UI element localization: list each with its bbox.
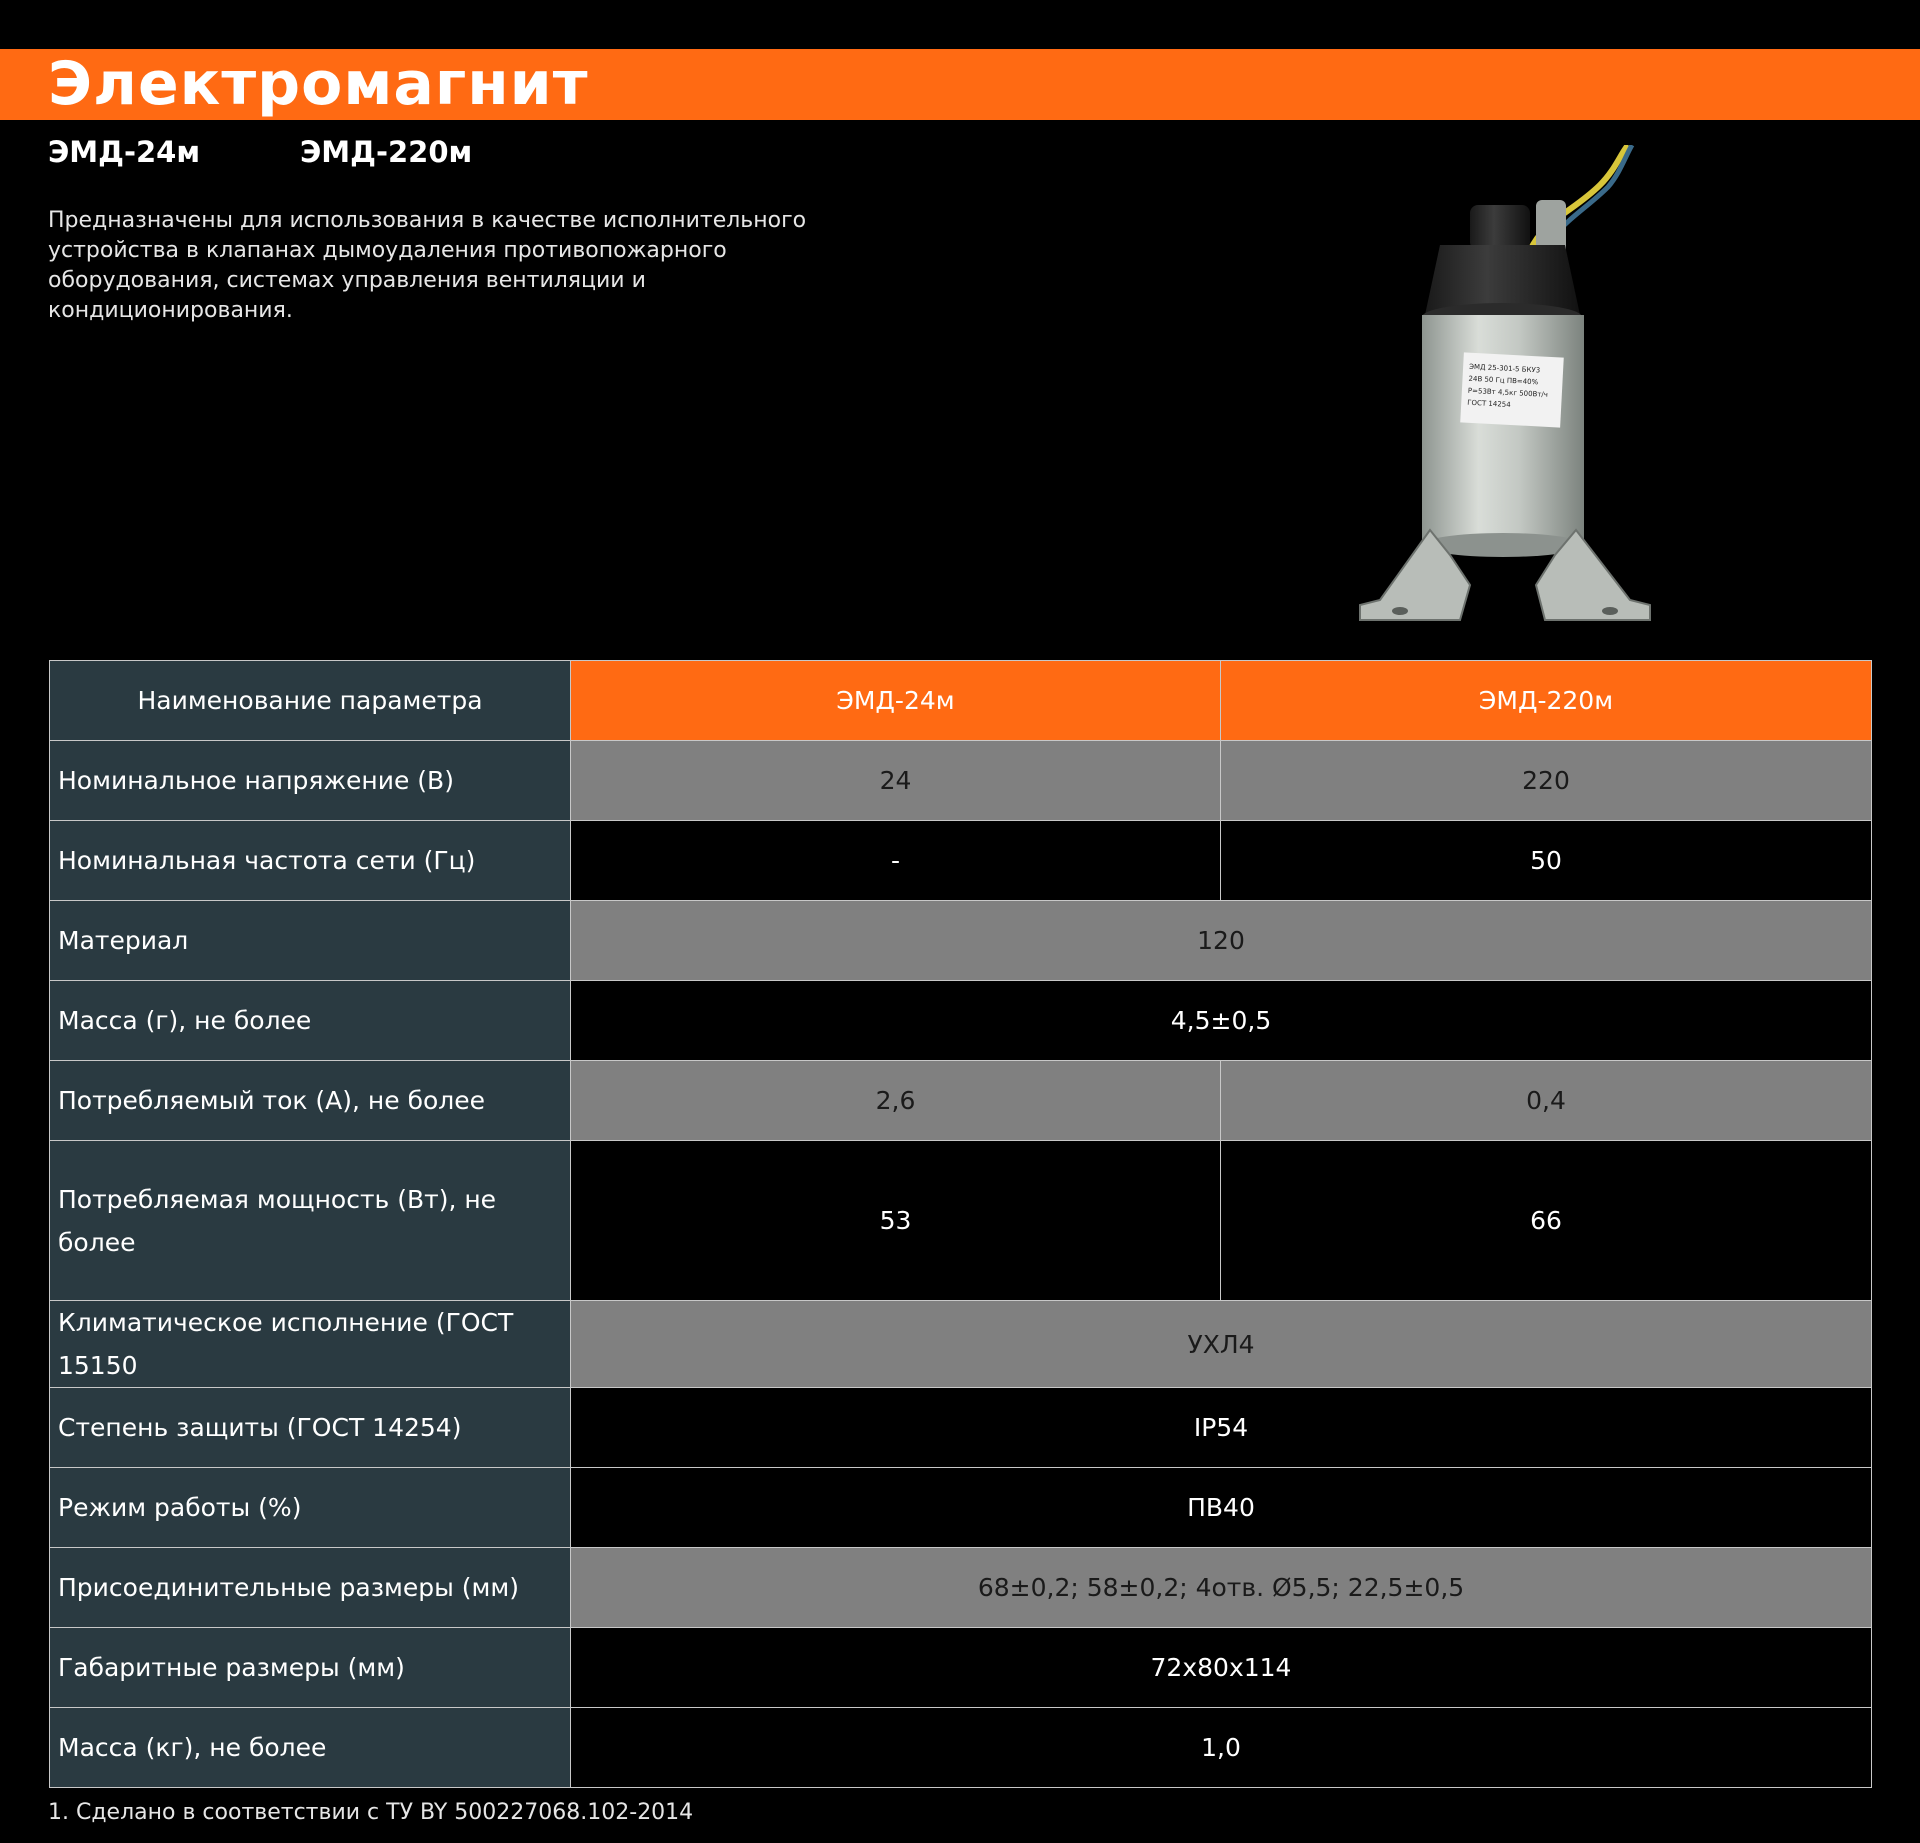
param-value: УХЛ4 bbox=[571, 1301, 1872, 1388]
param-name: Потребляемая мощность (Вт), не более bbox=[50, 1141, 571, 1301]
table-row bbox=[50, 821, 1872, 901]
electromagnet-image bbox=[1340, 145, 1700, 630]
param-value: 24 bbox=[571, 741, 1221, 821]
param-value: 120 bbox=[571, 901, 1872, 981]
param-name: Масса (г), не более bbox=[50, 981, 571, 1061]
table-row bbox=[50, 1708, 1872, 1788]
table-row bbox=[50, 1468, 1872, 1548]
table-header-row bbox=[50, 661, 1872, 741]
param-value: 68±0,2; 58±0,2; 4отв. Ø5,5; 22,5±0,5 bbox=[571, 1548, 1872, 1628]
model-name-220: ЭМД-220м bbox=[300, 135, 473, 169]
table-row bbox=[50, 741, 1872, 821]
param-name: Номинальная частота сети (Гц) bbox=[50, 821, 571, 901]
param-value: ПВ40 bbox=[571, 1468, 1872, 1548]
param-value: 2,6 bbox=[571, 1061, 1221, 1141]
label-line-3: Р=53Вт 4,5кг 500Вт/ч bbox=[1467, 386, 1549, 399]
param-name: Климатическое исполнение (ГОСТ 15150 bbox=[50, 1301, 571, 1388]
param-name: Степень защиты (ГОСТ 14254) bbox=[50, 1388, 571, 1468]
param-value: - bbox=[571, 821, 1221, 901]
footnote: 1. Сделано в соответствии с ТУ BY 500227068.102-2014 bbox=[48, 1800, 694, 1825]
table-row bbox=[50, 981, 1872, 1061]
column-header-model-220: ЭМД-220м bbox=[1221, 661, 1872, 741]
label-line-4: ГОСТ 14254 bbox=[1467, 398, 1511, 409]
param-value: 220 bbox=[1221, 741, 1872, 821]
param-value: 1,0 bbox=[571, 1708, 1872, 1788]
param-name: Режим работы (%) bbox=[50, 1468, 571, 1548]
table-row bbox=[50, 1388, 1872, 1468]
param-name: Материал bbox=[50, 901, 571, 981]
label-line-1: ЭМД 25-301-5 БКУ3 bbox=[1468, 362, 1541, 375]
product-description: Предназначены для использования в качестве исполнительного устройства в клапанах дымоудаления противопожарного оборудования, системах управления вентиляции и кондиционирования. bbox=[48, 208, 807, 323]
param-name: Габаритные размеры (мм) bbox=[50, 1628, 571, 1708]
column-header-parameter: Наименование параметра bbox=[50, 661, 571, 741]
page-title: Электромагнит bbox=[48, 49, 589, 119]
table-row bbox=[50, 1141, 1872, 1301]
model-name-24: ЭМД-24м bbox=[48, 135, 201, 169]
param-value: 53 bbox=[571, 1141, 1221, 1301]
param-name: Потребляемый ток (А), не более bbox=[50, 1061, 571, 1141]
param-value: 72x80x114 bbox=[571, 1628, 1872, 1708]
table-row bbox=[50, 1061, 1872, 1141]
param-value: 4,5±0,5 bbox=[571, 981, 1872, 1061]
param-value: 66 bbox=[1221, 1141, 1872, 1301]
param-name: Номинальное напряжение (В) bbox=[50, 741, 571, 821]
table-row bbox=[50, 1548, 1872, 1628]
table-row bbox=[50, 901, 1872, 981]
column-header-model-24: ЭМД-24м bbox=[571, 661, 1221, 741]
param-value: 50 bbox=[1221, 821, 1872, 901]
param-value: 0,4 bbox=[1221, 1061, 1872, 1141]
param-value: IP54 bbox=[571, 1388, 1872, 1468]
param-name: Масса (кг), не более bbox=[50, 1708, 571, 1788]
param-name: Присоединительные размеры (мм) bbox=[50, 1548, 571, 1628]
table-row bbox=[50, 1628, 1872, 1708]
label-line-2: 24В 50 Гц ПВ=40% bbox=[1468, 374, 1539, 387]
table-row bbox=[50, 1301, 1872, 1388]
specifications-table bbox=[49, 660, 1872, 1788]
